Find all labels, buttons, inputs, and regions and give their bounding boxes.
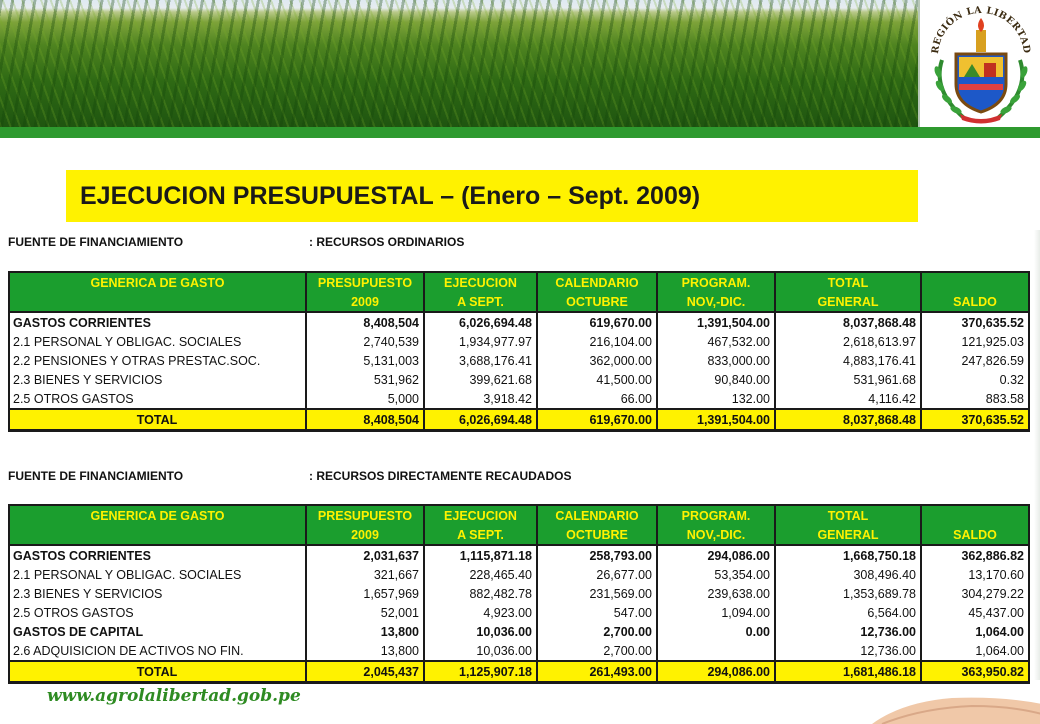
cell-ejecucion: 882,482.78 [424, 584, 537, 603]
total-saldo: 370,635.52 [921, 409, 1029, 431]
header-program: NOV,-DIC. [657, 525, 775, 545]
cell-octubre: 362,000.00 [537, 351, 657, 370]
header-presupuesto: PRESUPUESTO [306, 272, 424, 292]
total-novdic: 1,391,504.00 [657, 409, 775, 431]
total-novdic: 294,086.00 [657, 661, 775, 683]
cell-ejecucion: 10,036.00 [424, 622, 537, 641]
table-row [9, 622, 1029, 641]
table-row [9, 545, 1029, 565]
cell-ejecucion: 4,923.00 [424, 603, 537, 622]
cell-novdic: 239,638.00 [657, 584, 775, 603]
cell-presupuesto: 531,962 [306, 370, 424, 389]
cell-total: 1,353,689.78 [775, 584, 921, 603]
budget-table-ordinarios [8, 271, 1030, 432]
total-row [9, 661, 1029, 683]
title-banner [66, 170, 918, 222]
table-row [9, 332, 1029, 351]
cell-ejecucion: 3,918.42 [424, 389, 537, 409]
header-saldo: SALDO [921, 525, 1029, 545]
total-total: 8,037,868.48 [775, 409, 921, 431]
header-presupuesto: PRESUPUESTO [306, 505, 424, 525]
cell-saldo: 45,437.00 [921, 603, 1029, 622]
header-calendario: OCTUBRE [537, 292, 657, 312]
cell-octubre: 231,569.00 [537, 584, 657, 603]
cell-total: 308,496.40 [775, 565, 921, 584]
funding-source-label: FUENTE DE FINANCIAMIENTO [8, 235, 184, 249]
funding-source-value: : RECURSOS ORDINARIOS [309, 235, 465, 249]
cell-saldo: 247,826.59 [921, 351, 1029, 370]
header-program: NOV,-DIC. [657, 292, 775, 312]
cell-octubre: 547.00 [537, 603, 657, 622]
cell-saldo: 304,279.22 [921, 584, 1029, 603]
cell-novdic [657, 641, 775, 661]
header-saldo [921, 272, 1029, 292]
cell-total: 4,883,176.41 [775, 351, 921, 370]
header-calendario: OCTUBRE [537, 525, 657, 545]
table-row [9, 641, 1029, 661]
cell-novdic: 833,000.00 [657, 351, 775, 370]
header-row [9, 272, 1029, 292]
table-row [9, 351, 1029, 370]
total-name: TOTAL [9, 409, 306, 431]
cell-name: 2.3 BIENES Y SERVICIOS [9, 370, 306, 389]
header-generica [9, 525, 306, 545]
website-link[interactable]: www.agrolalibertad.gob.pe [47, 686, 301, 706]
cell-name: GASTOS CORRIENTES [9, 545, 306, 565]
table-row [9, 370, 1029, 389]
cell-saldo: 370,635.52 [921, 312, 1029, 332]
cell-presupuesto: 5,131,003 [306, 351, 424, 370]
cell-name: 2.6 ADQUISICION DE ACTIVOS NO FIN. [9, 641, 306, 661]
cell-name: 2.2 PENSIONES Y OTRAS PRESTAC.SOC. [9, 351, 306, 370]
cell-saldo: 0.32 [921, 370, 1029, 389]
coat-of-arms-icon [920, 0, 1040, 127]
header-ejecucion: EJECUCION [424, 272, 537, 292]
header-ejecucion: EJECUCION [424, 505, 537, 525]
cell-total: 1,668,750.18 [775, 545, 921, 565]
table-row [9, 565, 1029, 584]
page-edge-shadow [1034, 230, 1040, 680]
cell-total: 8,037,868.48 [775, 312, 921, 332]
header-total: TOTAL [775, 272, 921, 292]
cell-total: 4,116.42 [775, 389, 921, 409]
cell-saldo: 1,064.00 [921, 622, 1029, 641]
page-title: EJECUCION PRESUPUESTAL – (Enero – Sept. 2009) [80, 181, 701, 210]
total-ejecucion: 6,026,694.48 [424, 409, 537, 431]
header-generica: GENERICA DE GASTO [9, 272, 306, 292]
total-octubre: 619,670.00 [537, 409, 657, 431]
table-row [9, 389, 1029, 409]
cell-presupuesto: 1,657,969 [306, 584, 424, 603]
cell-saldo: 1,064.00 [921, 641, 1029, 661]
svg-text:REGIÓN LA LIBERTAD: REGIÓN LA LIBERTAD [929, 4, 1033, 55]
cell-octubre: 26,677.00 [537, 565, 657, 584]
header-saldo: SALDO [921, 292, 1029, 312]
cell-octubre: 2,700.00 [537, 622, 657, 641]
cell-ejecucion: 1,115,871.18 [424, 545, 537, 565]
header-divider [0, 127, 1040, 138]
cell-total: 531,961.68 [775, 370, 921, 389]
cell-octubre: 216,104.00 [537, 332, 657, 351]
cell-ejecucion: 399,621.68 [424, 370, 537, 389]
cell-total: 2,618,613.97 [775, 332, 921, 351]
cell-novdic: 1,391,504.00 [657, 312, 775, 332]
table-row [9, 603, 1029, 622]
table-row [9, 312, 1029, 332]
header-total: GENERAL [775, 525, 921, 545]
funding-source-label: FUENTE DE FINANCIAMIENTO [8, 469, 184, 483]
cell-octubre: 2,700.00 [537, 641, 657, 661]
header-generica: GENERICA DE GASTO [9, 505, 306, 525]
total-row [9, 409, 1029, 431]
cell-saldo: 362,886.82 [921, 545, 1029, 565]
header-saldo [921, 505, 1029, 525]
cell-presupuesto: 2,031,637 [306, 545, 424, 565]
cell-presupuesto: 321,667 [306, 565, 424, 584]
funding-source-value: : RECURSOS DIRECTAMENTE RECAUDADOS [309, 469, 572, 483]
cell-novdic: 467,532.00 [657, 332, 775, 351]
total-presupuesto: 8,408,504 [306, 409, 424, 431]
budget-table-recaudados [8, 504, 1030, 684]
cell-name: 2.1 PERSONAL Y OBLIGAC. SOCIALES [9, 332, 306, 351]
header-program: PROGRAM. [657, 272, 775, 292]
cell-octubre: 258,793.00 [537, 545, 657, 565]
cell-total: 6,564.00 [775, 603, 921, 622]
cell-total: 12,736.00 [775, 622, 921, 641]
header-calendario: CALENDARIO [537, 272, 657, 292]
cell-ejecucion: 3,688,176.41 [424, 351, 537, 370]
header-row [9, 292, 1029, 312]
cell-novdic: 132.00 [657, 389, 775, 409]
cell-name: GASTOS CORRIENTES [9, 312, 306, 332]
cell-novdic: 53,354.00 [657, 565, 775, 584]
cell-novdic: 0.00 [657, 622, 775, 641]
header-generica [9, 292, 306, 312]
cell-presupuesto: 13,800 [306, 622, 424, 641]
header-row [9, 525, 1029, 545]
cell-saldo: 13,170.60 [921, 565, 1029, 584]
header-calendario: CALENDARIO [537, 505, 657, 525]
crop-field-banner [0, 0, 918, 127]
cell-presupuesto: 2,740,539 [306, 332, 424, 351]
header-presupuesto: 2009 [306, 525, 424, 545]
cell-saldo: 883.58 [921, 389, 1029, 409]
region-logo [918, 0, 1040, 127]
cell-octubre: 41,500.00 [537, 370, 657, 389]
hand-icon [862, 684, 1040, 724]
header-program: PROGRAM. [657, 505, 775, 525]
cell-novdic: 90,840.00 [657, 370, 775, 389]
cell-name: 2.1 PERSONAL Y OBLIGAC. SOCIALES [9, 565, 306, 584]
total-total: 1,681,486.18 [775, 661, 921, 683]
total-saldo: 363,950.82 [921, 661, 1029, 683]
header-total: GENERAL [775, 292, 921, 312]
cell-name: 2.5 OTROS GASTOS [9, 389, 306, 409]
cell-name: 2.3 BIENES Y SERVICIOS [9, 584, 306, 603]
cell-presupuesto: 13,800 [306, 641, 424, 661]
cell-ejecucion: 6,026,694.48 [424, 312, 537, 332]
cell-total: 12,736.00 [775, 641, 921, 661]
cell-name: 2.5 OTROS GASTOS [9, 603, 306, 622]
table-row [9, 584, 1029, 603]
header-total: TOTAL [775, 505, 921, 525]
header-ejecucion: A SEPT. [424, 292, 537, 312]
total-presupuesto: 2,045,437 [306, 661, 424, 683]
cell-novdic: 294,086.00 [657, 545, 775, 565]
cell-ejecucion: 228,465.40 [424, 565, 537, 584]
cell-ejecucion: 1,934,977.97 [424, 332, 537, 351]
total-octubre: 261,493.00 [537, 661, 657, 683]
cell-presupuesto: 52,001 [306, 603, 424, 622]
header-row [9, 505, 1029, 525]
cell-ejecucion: 10,036.00 [424, 641, 537, 661]
cell-presupuesto: 8,408,504 [306, 312, 424, 332]
header-presupuesto: 2009 [306, 292, 424, 312]
cell-presupuesto: 5,000 [306, 389, 424, 409]
header-ejecucion: A SEPT. [424, 525, 537, 545]
cell-octubre: 66.00 [537, 389, 657, 409]
cell-name: GASTOS DE CAPITAL [9, 622, 306, 641]
total-name: TOTAL [9, 661, 306, 683]
cell-novdic: 1,094.00 [657, 603, 775, 622]
cell-saldo: 121,925.03 [921, 332, 1029, 351]
total-ejecucion: 1,125,907.18 [424, 661, 537, 683]
cell-octubre: 619,670.00 [537, 312, 657, 332]
